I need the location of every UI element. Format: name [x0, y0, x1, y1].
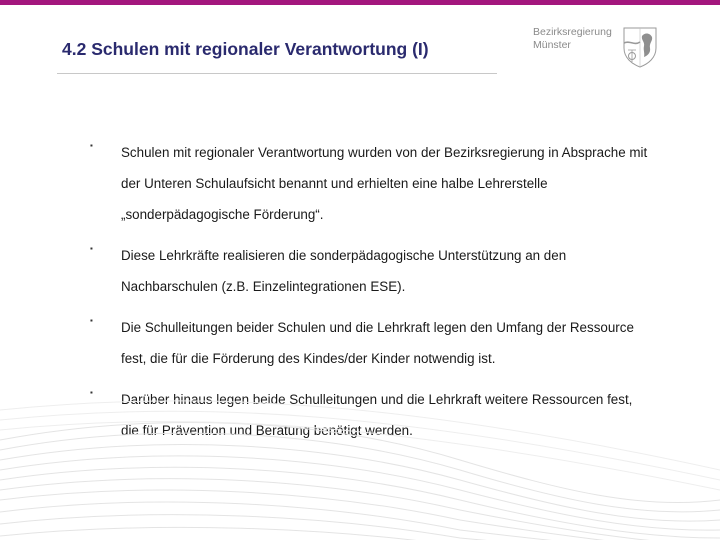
decorative-wave-lines [0, 380, 720, 540]
bullet-text: Schulen mit regionaler Verantwortung wurden von der Bezirksregierung in Absprache mit der Unteren Schulaufsicht benannt und erhielten eine halbe Lehrerstelle „sonderpädagogische Förderung“. [121, 145, 648, 222]
logo-text [533, 26, 612, 52]
logo-line-1: Bezirksregierung [533, 26, 612, 38]
bullet-marker: ▪ [90, 316, 93, 325]
top-accent-bar [0, 0, 720, 5]
list-item [90, 137, 650, 230]
bullet-text: Die Schulleitungen beider Schulen und die Lehrkraft legen den Umfang der Ressource fest, die für die Förderung des Kindes/der Kinder notwendig ist. [121, 320, 634, 366]
logo-line-2: Münster [533, 39, 571, 51]
bullet-marker: ▪ [90, 141, 93, 150]
bullet-marker: ▪ [90, 388, 93, 397]
bullet-text: Darüber hinaus legen beide Schulleitungen und die Lehrkraft weitere Ressourcen fest, die für Prävention und Beratung benötigt werden. [121, 392, 633, 438]
slide-title: 4.2 Schulen mit regionaler Verantwortung (I) [62, 39, 429, 59]
list-item [90, 312, 650, 374]
bullet-text: Diese Lehrkräfte realisieren die sonderpädagogische Unterstützung an den Nachbarschulen (z.B. Einzelintegrationen ESE). [121, 248, 567, 294]
logo [533, 26, 693, 70]
nrw-coat-of-arms-icon [622, 26, 658, 68]
title-divider [57, 73, 497, 74]
bullet-marker: ▪ [90, 244, 93, 253]
list-item [90, 240, 650, 302]
